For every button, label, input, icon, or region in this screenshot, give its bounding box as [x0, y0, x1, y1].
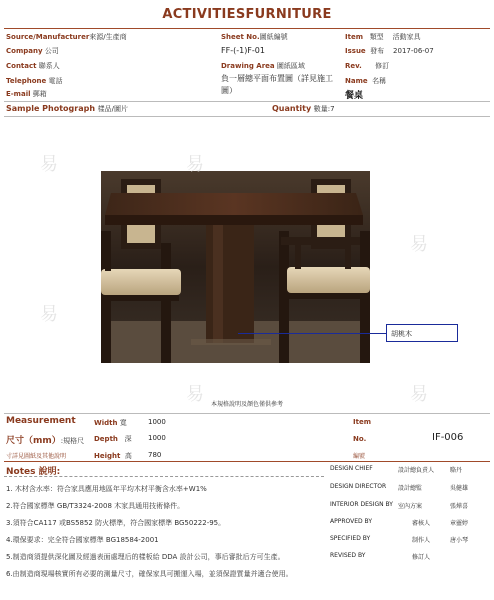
signoff-revised-by: REVISED BY	[330, 552, 366, 559]
width-value: 1000	[148, 418, 166, 426]
signoff-approved-by-title: 審核人	[412, 520, 431, 527]
email-label: E-mail 郵箱	[6, 90, 47, 98]
page-title: ACTIVITIESFURNITURE	[162, 7, 332, 22]
material-callout: 胡桃木	[386, 324, 458, 342]
watermark-glyph: 易	[40, 304, 58, 325]
revision: Rev. 修訂	[345, 62, 390, 70]
notes-title: Notes 說明:	[6, 467, 61, 477]
note-item-5: 5.制造商須提供深化圖及經過表面處理后的樣板給 DDA 設計公司，事后審批后方可生產。	[6, 553, 285, 561]
signoff-interior-design: INTERIOR DESIGN BY	[330, 501, 393, 508]
name-label: Name 名稱	[345, 77, 387, 85]
drawing-area-label: Drawing Area 圖紙區域	[221, 62, 305, 70]
item-label: Item	[353, 418, 371, 426]
contact-label: Contact 聯系人	[6, 62, 60, 70]
signoff-revised-by-title: 修訂人	[412, 554, 431, 561]
name-value: 餐桌	[345, 91, 364, 101]
watermark-glyph: 易	[410, 234, 428, 255]
signoff-design-chief: DESIGN CHIEF	[330, 465, 373, 472]
issue-date: Issue 發布 2017-06-07	[345, 47, 434, 55]
signoff-design-chief-title: 設計總負責人	[398, 467, 435, 474]
watermark-glyph: 易	[186, 154, 204, 175]
telephone-label: Telephone 電話	[6, 77, 63, 85]
watermark-glyph: 易	[40, 154, 58, 175]
sample-photograph-label: Sample Photograph 樣品/圖片	[6, 104, 128, 113]
note-item-1: 1. 木材含水率：符合家具應用地區年平均木材平衡含水率+W1%	[6, 485, 207, 493]
code-label: 編號	[353, 453, 366, 460]
product-photo	[101, 171, 370, 363]
signoff-specified-by-title: 制作人	[412, 537, 431, 544]
height-value: 780	[148, 451, 162, 459]
measurement-divider	[4, 413, 490, 414]
header-divider	[4, 101, 490, 102]
size-note: 寸詳見圖紙及其他說明	[6, 453, 67, 460]
callout-leader-line	[238, 333, 386, 334]
photo-bar-divider	[4, 116, 490, 117]
signoff-specified-by: SPECIFIED BY	[330, 535, 371, 542]
signoff-approved-by-name: 章靈婷	[450, 520, 469, 527]
signoff-interior-design-name: 張燁喜	[450, 503, 469, 510]
notes-title-underline	[4, 476, 324, 477]
signoff-specified-by-name: 唐小琴	[450, 537, 469, 544]
source-label: Source/Manufacturer來源/生產商	[6, 33, 127, 41]
sheet-label: Sheet No.圖紙編號	[221, 33, 288, 41]
signoff-design-chief-name: 駱丹	[450, 467, 463, 474]
depth-value: 1000	[148, 434, 166, 442]
note-item-4: 4.環保要求：完全符合國家標準 BG18584-2001	[6, 536, 159, 544]
watermark-glyph: 易	[186, 384, 204, 405]
note-item-2: 2.符合國家標準 GB/T3324-2008 木家具通用技術條件。	[6, 502, 185, 510]
drawing-area-value: 負一層總平面布置圖（詳見施工圖）	[221, 74, 333, 95]
watermark-glyph: 易	[410, 384, 428, 405]
title-divider	[4, 28, 490, 29]
no-label: No.	[353, 435, 367, 443]
signoff-design-director: DESIGN DIRECTOR	[330, 483, 387, 490]
signoff-design-director-name: 吳健雄	[450, 485, 469, 492]
depth-label: Depth 深	[94, 435, 132, 443]
width-label: Width 寬	[94, 419, 127, 427]
size-label: 尺寸（mm）:規格尺	[6, 436, 85, 446]
item-number: IF-006	[432, 432, 464, 443]
signoff-interior-design-title: 室內方案	[398, 503, 423, 510]
measurement-label: Measurement	[6, 416, 76, 426]
item-type: Item 類型 活動家具	[345, 33, 421, 41]
notes-divider	[4, 461, 490, 462]
signoff-design-director-title: 設計總監	[398, 485, 423, 492]
dining-table-image	[101, 171, 370, 363]
note-item-3: 3.須符合CA117 或BS5852 防火標準，符合國家標準 BG50222-95。	[6, 519, 226, 527]
sheet-value: FF-(-1)F-01	[221, 46, 265, 55]
height-label: Height 高	[94, 452, 132, 460]
signoff-approved-by: APPROVED BY	[330, 518, 373, 525]
photo-caption: 本規格說明及顏色僅供參考	[210, 401, 283, 408]
company-label: Company 公司	[6, 47, 59, 55]
quantity-label: Quantity 數量:7	[272, 104, 335, 113]
note-item-6: 6.由制造商現場核實所有必要的測量尺寸，確保家具可搬運入場，並須保證質量并適合使用。	[6, 570, 293, 578]
